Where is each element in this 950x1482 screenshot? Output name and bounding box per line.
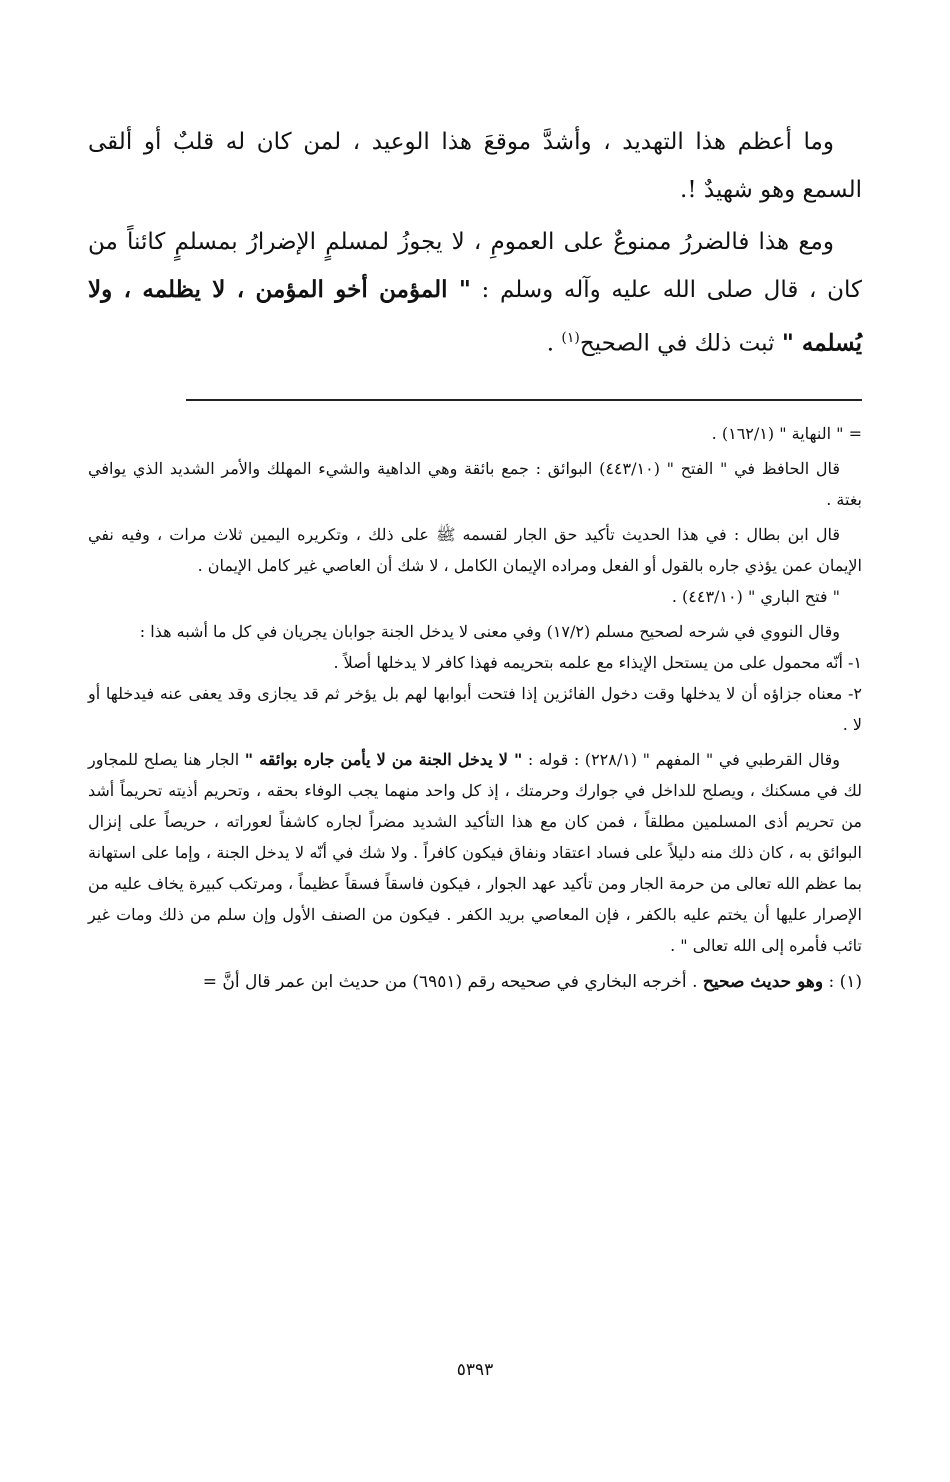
footnote-reference: (١) <box>561 330 580 346</box>
footnote-nawawi-point-1: ١- أنّه محمول على من يستحل الإيذاء مع علمه بتحريمه فهذا كافر لا يدخلها أصلاً . <box>333 653 862 672</box>
footnote-qurtubi-hadith: " لا يدخل الجنة من لا يأمن جاره بوائقه " <box>244 750 523 769</box>
footnotes <box>88 418 862 998</box>
footnote-hafiz: قال الحافظ في " الفتح " (٤٤٣/١٠) البوائق : جمع بائقة وهي الداهية والشيء المهلك والأمر الشديد الذي يوافي بغتة . <box>88 459 862 509</box>
main-paragraph-2-text: ومع هذا فالضررُ ممنوعٌ على العمومِ ، لا يجوزُ لمسلمٍ الإضرارُ بمسلمٍ كائناً من كان ، قال صلى الله عليه وآله وسلم : <box>88 229 862 303</box>
main-text <box>88 118 862 368</box>
footnote-continuation: = " النهاية " (١٦٢/١) . <box>711 424 862 443</box>
footnote-nawawi: وقال النووي في شرحه لصحيح مسلم (١٧/٢) وفي معنى لا يدخل الجنة جوابان يجريان في كل ما أشبه هذا : <box>139 622 840 641</box>
footnote-1 <box>88 967 862 998</box>
main-paragraph-1: وما أعظم هذا التهديد ، وأشدَّ موقعَ هذا الوعيد ، لمن كان له قلبٌ أو ألقى السمع وهو شهيدٌ !. <box>88 129 862 203</box>
main-paragraph-2-tail: ثبت ذلك في الصحيح <box>579 330 782 357</box>
footnote-1-text: . أخرجه البخاري في صحيحه رقم (٦٩٥١) من حديث ابن عمر قال أنَّ = <box>202 972 703 992</box>
hadith-quote: " المؤمن أخو المؤمن ، لا يظلمه ، ولا يُسلمه " <box>88 276 862 357</box>
footnote-separator <box>186 399 862 401</box>
footnote-fath-ref: " فتح الباري " (٤٤٣/١٠) . <box>671 587 840 606</box>
main-paragraph-2-end: . <box>546 330 562 357</box>
footnote-nawawi-point-2: ٢- معناه جزاؤه أن لا يدخلها وقت دخول الفائزين إذا فتحت أبوابها لهم بل يؤخر ثم قد يجازى وقد يعفى عنه فيدخلها أو لا . <box>88 684 862 734</box>
footnote-qurtubi-intro: وقال القرطبي في " المفهم " (٢٢٨/١) : قوله : <box>522 750 841 769</box>
page-number: ٥٣٩٣ <box>456 1360 494 1380</box>
footnote-qurtubi-text: الجار هنا يصلح للمجاور لك في مسكنك ، ويصلح للداخل في جوارك وحرمتك ، إذ كل واحد منهما يجب الوفاء بحقه ، وتحريم أذيته تحريماً أشد من تحريم أذى المسلمين مطلقاً ، فمن كان مع هذا التأكيد الشديد مضراً لجاره كاشفاً لعوراته ، حريصاً على إنزال البوائق به ، كان ذلك منه دليلاً على فساد اعتقاد ونفاق فيكون كافراً . ولا شك في أنّه لا يدخل الجنة ، وإما على استهانة بما عظم الله تعالى من حرمة الجار ومن تأكيد عهد الجوار ، فيكون فاسقاً فسقاً عظيماً ، ومرتكب كبيرة يخاف عليه من الإصرار عليها أن يختم عليه بالكفر ، فإن المعاصي بريد الكفر . فيكون من الصنف الأول وإن سلم من ذلك ومات غير تائب فأمره إلى الله تعالى " . <box>88 750 862 955</box>
footnote-1-grade: وهو حديث صحيح <box>702 972 824 992</box>
footnote-ibn-battal: قال ابن بطال : في هذا الحديث تأكيد حق الجار لقسمه ﷺ على ذلك ، وتكريره اليمين ثلاث مرات ، وفيه نفي الإيمان عمن يؤذي جاره بالقول أو الفعل ومراده الإيمان الكامل ، لا شك أن العاصي غير كامل الإيمان . <box>88 525 862 575</box>
main-paragraph-2 <box>88 218 862 368</box>
footnote-qurtubi <box>88 744 862 961</box>
footnote-1-number: (١) : <box>823 972 862 992</box>
